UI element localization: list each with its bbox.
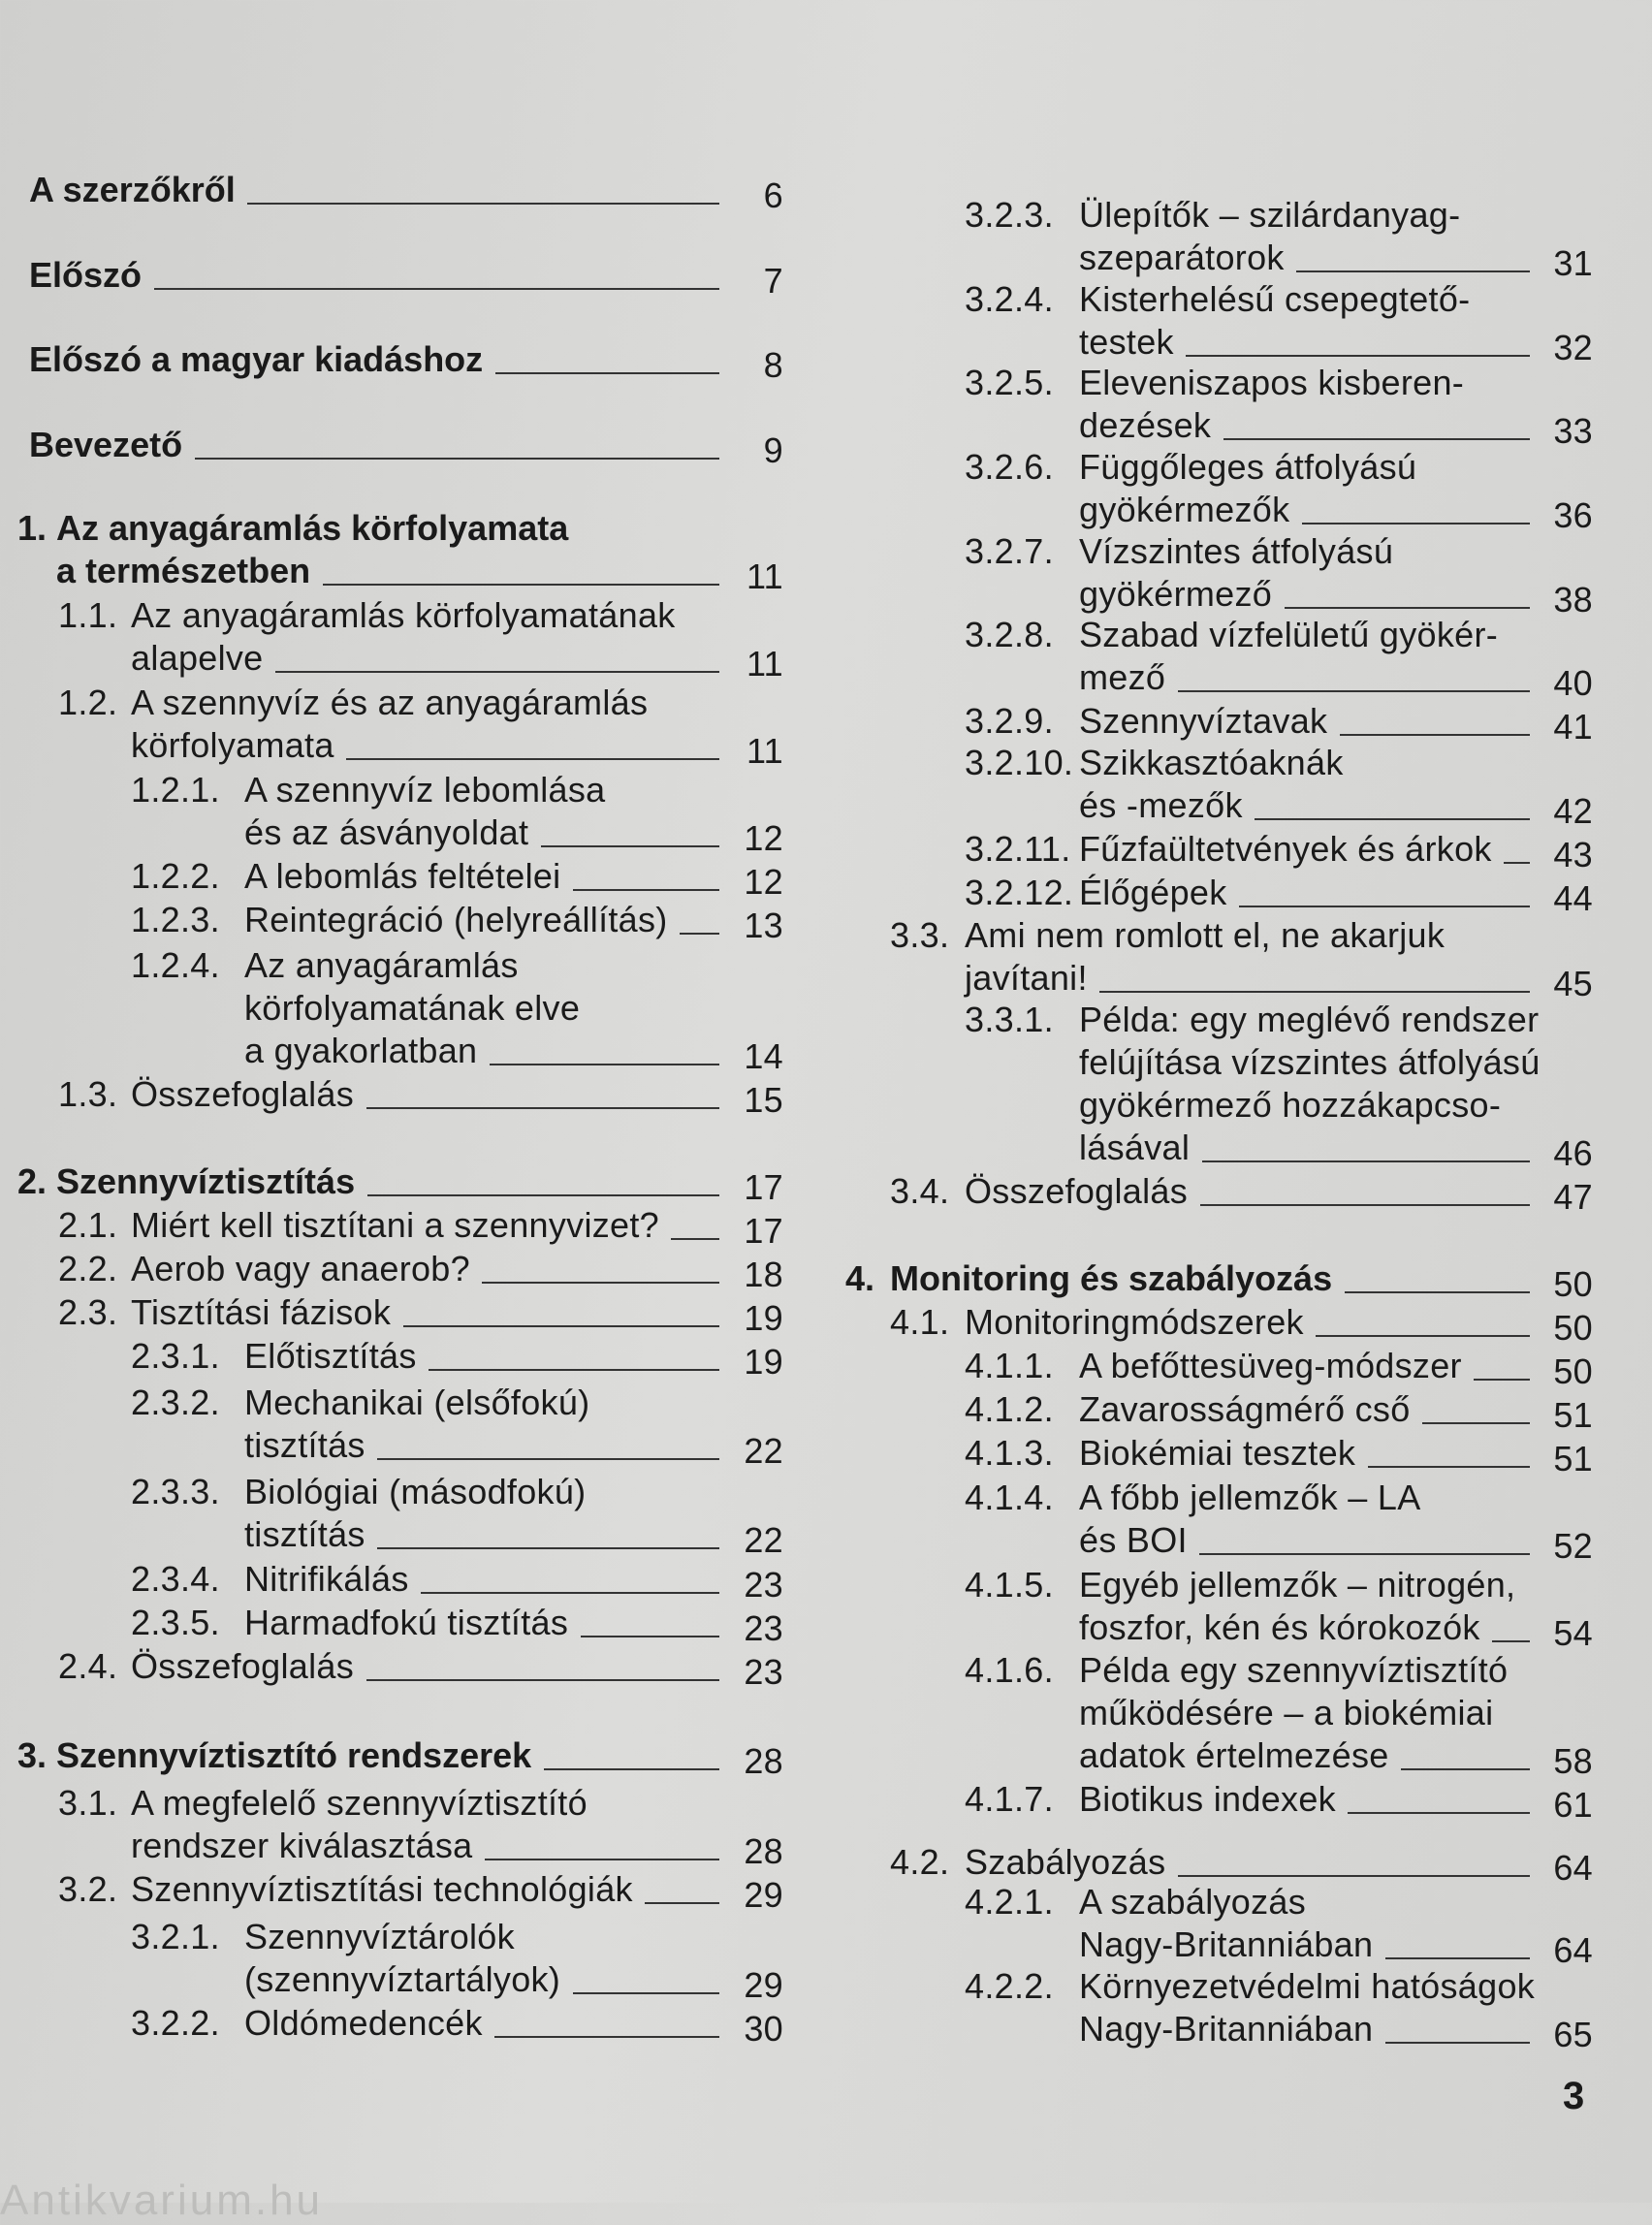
toc-page-number: 46 bbox=[1553, 1133, 1593, 1173]
toc-entry-title: Az anyagáramlás bbox=[244, 945, 519, 985]
toc-leader-line bbox=[247, 203, 719, 205]
toc-entry-title: Eleveniszapos kisberen- bbox=[1079, 363, 1465, 402]
toc-entry-number: 4.1.5. bbox=[965, 1565, 1054, 1605]
toc-entry-number: 2.3.1. bbox=[131, 1336, 220, 1376]
toc-leader-line bbox=[403, 1325, 719, 1327]
toc-entry-title: és BOI bbox=[1079, 1520, 1188, 1560]
toc-entry-title: Zavarosságmérő cső bbox=[1079, 1389, 1411, 1429]
toc-entry-title: Összefoglalás bbox=[965, 1171, 1189, 1211]
toc-entry-number: 4.2.1. bbox=[965, 1882, 1054, 1922]
toc-entry-title: és az ásványoldat bbox=[244, 812, 529, 852]
toc-entry-title: A szennyvíz lebomlása bbox=[244, 770, 606, 810]
toc-entry-number: 2. bbox=[17, 1161, 48, 1201]
toc-entry-title: gyökérmezők bbox=[1079, 490, 1290, 529]
toc-page-number: 50 bbox=[1553, 1351, 1593, 1391]
toc-entry-title: Példa egy szennyvíztisztító bbox=[1079, 1650, 1509, 1690]
toc-entry-number: 2.3.3. bbox=[131, 1472, 220, 1511]
toc-entry-number: 4. bbox=[845, 1258, 875, 1298]
toc-leader-line bbox=[377, 1458, 719, 1460]
toc-leader-line bbox=[1296, 270, 1530, 272]
toc-leader-line bbox=[377, 1547, 719, 1549]
toc-leader-line bbox=[541, 845, 719, 847]
toc-page-number: 13 bbox=[744, 906, 783, 945]
toc-leader-line bbox=[366, 1107, 719, 1109]
toc-entry-title: Miért kell tisztítani a szennyvizet? bbox=[131, 1205, 659, 1245]
toc-entry-number: 2.3.2. bbox=[131, 1383, 220, 1422]
toc-entry-number: 4.1.6. bbox=[965, 1650, 1054, 1690]
toc-entry-number: 2.1. bbox=[58, 1205, 118, 1245]
toc-leader-line bbox=[1200, 1204, 1530, 1206]
toc-leader-line bbox=[1474, 1379, 1530, 1381]
toc-entry-title: Szabad vízfelületű gyökér- bbox=[1079, 615, 1499, 654]
toc-entry-number: 1.2.1. bbox=[131, 770, 220, 810]
toc-page-number: 11 bbox=[747, 731, 783, 771]
toc-page-number: 64 bbox=[1553, 1848, 1593, 1888]
toc-entry-title: javítani! bbox=[965, 958, 1088, 998]
toc-leader-line bbox=[1178, 1875, 1530, 1877]
toc-entry-title: Előszó a magyar kiadáshoz bbox=[29, 339, 484, 379]
toc-entry-title: Monitoring és szabályozás bbox=[890, 1258, 1333, 1298]
toc-entry-title: adatok értelmezése bbox=[1079, 1735, 1389, 1775]
toc-entry-number: 2.3.4. bbox=[131, 1559, 220, 1599]
toc-page-number: 9 bbox=[763, 430, 783, 470]
toc-leader-line bbox=[1255, 818, 1530, 820]
toc-entry-title: felújítása vízszintes átfolyású bbox=[1079, 1042, 1541, 1082]
toc-page-number: 23 bbox=[744, 1608, 783, 1648]
toc-page-number: 14 bbox=[744, 1036, 783, 1076]
toc-page-number: 38 bbox=[1553, 580, 1593, 620]
toc-entry-number: 1.2. bbox=[58, 683, 118, 722]
toc-entry-title: Egyéb jellemzők – nitrogén, bbox=[1079, 1565, 1516, 1605]
toc-leader-line bbox=[1302, 523, 1530, 524]
toc-leader-line bbox=[573, 1992, 719, 1994]
toc-entry-number: 4.1.7. bbox=[965, 1779, 1054, 1819]
toc-leader-line bbox=[495, 372, 719, 374]
toc-entry-title: Tisztítási fázisok bbox=[131, 1292, 392, 1332]
toc-entry-number: 3.2.11. bbox=[965, 829, 1071, 869]
toc-leader-line bbox=[275, 671, 719, 673]
toc-leader-line bbox=[1223, 438, 1530, 440]
toc-entry-number: 1.2.4. bbox=[131, 945, 220, 985]
toc-leader-line bbox=[1285, 607, 1530, 609]
toc-entry-title: Biológiai (másodfokú) bbox=[244, 1472, 587, 1511]
toc-page-number: 8 bbox=[763, 345, 783, 385]
toc-leader-line bbox=[1316, 1335, 1530, 1337]
toc-entry-number: 3.3.1. bbox=[965, 1000, 1054, 1039]
toc-entry-title: Ülepítők – szilárdanyag- bbox=[1079, 195, 1461, 235]
toc-page-number: 36 bbox=[1553, 495, 1593, 535]
toc-page-number: 64 bbox=[1553, 1930, 1593, 1970]
toc-entry-number: 4.1.3. bbox=[965, 1433, 1054, 1473]
toc-entry-number: 1.2.3. bbox=[131, 900, 220, 939]
toc-entry-title: Vízszintes átfolyású bbox=[1079, 531, 1394, 571]
toc-page-number: 41 bbox=[1553, 707, 1593, 747]
toc-entry-title: rendszer kiválasztása bbox=[131, 1826, 473, 1865]
toc-page-number: 19 bbox=[744, 1342, 783, 1382]
toc-entry-number: 3.2.1. bbox=[131, 1917, 220, 1956]
toc-entry-title: Harmadfokú tisztítás bbox=[244, 1603, 569, 1642]
page-number: 3 bbox=[1563, 2075, 1585, 2117]
toc-leader-line bbox=[366, 1679, 719, 1681]
toc-entry-title: testek bbox=[1079, 322, 1174, 362]
toc-entry-title: A befőttesüveg-módszer bbox=[1079, 1346, 1462, 1385]
toc-entry-title: szeparátorok bbox=[1079, 238, 1285, 277]
toc-entry-number: 4.2. bbox=[890, 1842, 950, 1882]
toc-entry-number: 3.2.2. bbox=[131, 2003, 220, 2043]
toc-leader-line bbox=[485, 1859, 719, 1860]
toc-leader-line bbox=[154, 288, 719, 290]
toc-page-number: 47 bbox=[1553, 1177, 1593, 1217]
toc-entry-title: Oldómedencék bbox=[244, 2003, 483, 2043]
toc-entry-title: Nagy-Britanniában bbox=[1079, 1924, 1374, 1964]
toc-page-number: 17 bbox=[744, 1211, 783, 1251]
toc-entry-number: 1.2.2. bbox=[131, 856, 220, 896]
toc-page-number: 6 bbox=[763, 175, 783, 215]
toc-leader-line bbox=[1385, 1957, 1530, 1959]
toc-page-number: 11 bbox=[747, 556, 783, 596]
toc-entry-number: 3.2.9. bbox=[965, 701, 1054, 741]
toc-page-number: 44 bbox=[1553, 878, 1593, 918]
toc-entry-number: 4.2.2. bbox=[965, 1966, 1054, 2006]
toc-leader-line bbox=[645, 1902, 719, 1904]
toc-entry-title: Szennyvíztisztító rendszerek bbox=[56, 1735, 532, 1775]
toc-entry-number: 4.1.4. bbox=[965, 1478, 1054, 1517]
toc-entry-number: 4.1. bbox=[890, 1302, 950, 1342]
toc-entry-title: Szennyvíztisztítási technológiák bbox=[131, 1869, 633, 1909]
toc-leader-line bbox=[671, 1238, 719, 1240]
toc-entry-number: 3.2.6. bbox=[965, 447, 1054, 487]
toc-entry-number: 3.4. bbox=[890, 1171, 950, 1211]
toc-leader-line bbox=[1422, 1422, 1530, 1424]
toc-page-number: 29 bbox=[744, 1875, 783, 1915]
toc-entry-number: 3. bbox=[17, 1735, 48, 1775]
toc-page-number: 31 bbox=[1553, 243, 1593, 283]
toc-entry-title: Összefoglalás bbox=[131, 1646, 355, 1686]
toc-entry-title: Az anyagáramlás körfolyamatának bbox=[131, 595, 676, 635]
toc-page-number: 17 bbox=[744, 1167, 783, 1207]
toc-page-number: 50 bbox=[1553, 1308, 1593, 1348]
toc-entry-title: Biotikus indexek bbox=[1079, 1779, 1336, 1819]
toc-leader-line bbox=[1385, 2042, 1530, 2044]
toc-page-number: 50 bbox=[1553, 1264, 1593, 1304]
toc-left-column bbox=[0, 0, 805, 2203]
toc-entry-number: 3.2.4. bbox=[965, 279, 1054, 319]
toc-page-number: 40 bbox=[1553, 663, 1593, 703]
toc-page-number: 22 bbox=[744, 1520, 783, 1560]
toc-page-number: 42 bbox=[1553, 791, 1593, 831]
toc-entry-title: Bevezető bbox=[29, 425, 183, 464]
toc-entry-number: 3.2.8. bbox=[965, 615, 1054, 654]
toc-leader-line bbox=[544, 1768, 719, 1770]
toc-entry-number: 3.2.10. bbox=[965, 743, 1074, 782]
toc-entry-title: Élőgépek bbox=[1079, 873, 1227, 912]
toc-entry-title: Mechanikai (elsőfokú) bbox=[244, 1383, 590, 1422]
toc-entry-title: Előszó bbox=[29, 255, 143, 295]
toc-page-number: 65 bbox=[1553, 2015, 1593, 2054]
toc-entry-title: Kisterhelésű csepegtető- bbox=[1079, 279, 1471, 319]
toc-page-number: 45 bbox=[1553, 964, 1593, 1003]
toc-leader-line bbox=[1345, 1291, 1530, 1293]
toc-entry-title: Aerob vagy anaerob? bbox=[131, 1249, 470, 1288]
toc-leader-line bbox=[421, 1592, 719, 1594]
toc-entry-title: tisztítás bbox=[244, 1514, 365, 1554]
toc-page-number: 33 bbox=[1553, 411, 1593, 451]
toc-leader-line bbox=[680, 933, 719, 935]
toc-leader-line bbox=[581, 1636, 719, 1637]
toc-entry-title: Szennyvíztavak bbox=[1079, 701, 1328, 741]
toc-entry-number: 2.3.5. bbox=[131, 1603, 220, 1642]
toc-entry-title: Függőleges átfolyású bbox=[1079, 447, 1417, 487]
toc-page-number: 52 bbox=[1553, 1526, 1593, 1566]
toc-entry-title: körfolyamata bbox=[131, 725, 334, 765]
toc-entry-number: 2.4. bbox=[58, 1646, 118, 1686]
toc-entry-number: 3.2. bbox=[58, 1869, 118, 1909]
toc-page-number: 51 bbox=[1553, 1395, 1593, 1435]
toc-entry-title: működésére – a biokémiai bbox=[1079, 1693, 1494, 1732]
toc-entry-title: és -mezők bbox=[1079, 785, 1243, 825]
toc-page-number: 18 bbox=[744, 1255, 783, 1294]
toc-entry-title: A szabályozás bbox=[1079, 1882, 1307, 1922]
toc-page-number: 23 bbox=[744, 1652, 783, 1692]
toc-leader-line bbox=[1348, 1812, 1530, 1814]
toc-entry-number: 3.2.5. bbox=[965, 363, 1054, 402]
toc-entry-title: gyökérmező bbox=[1079, 574, 1273, 614]
toc-entry-title: Szikkasztóaknák bbox=[1079, 743, 1344, 782]
toc-page-number: 32 bbox=[1553, 328, 1593, 367]
toc-entry-title: foszfor, kén és kórokozók bbox=[1079, 1607, 1480, 1647]
toc-leader-line bbox=[346, 758, 719, 760]
toc-page-number: 23 bbox=[744, 1565, 783, 1605]
toc-leader-line bbox=[494, 2036, 719, 2038]
toc-page-number: 28 bbox=[744, 1831, 783, 1871]
toc-entry-number: 2.2. bbox=[58, 1249, 118, 1288]
toc-entry-number: 2.3. bbox=[58, 1292, 118, 1332]
toc-entry-number: 3.3. bbox=[890, 915, 950, 955]
toc-entry-title: gyökérmező hozzákapcso- bbox=[1079, 1085, 1502, 1125]
toc-leader-line bbox=[1239, 906, 1530, 907]
toc-entry-number: 4.1.1. bbox=[965, 1346, 1054, 1385]
toc-entry-title: Előtisztítás bbox=[244, 1336, 417, 1376]
toc-entry-title: Biokémiai tesztek bbox=[1079, 1433, 1356, 1473]
toc-entry-title: mező bbox=[1079, 657, 1166, 697]
toc-entry-title: A szerzőkről bbox=[29, 170, 236, 209]
toc-leader-line bbox=[1186, 355, 1530, 357]
toc-entry-title: dezések bbox=[1079, 405, 1212, 445]
toc-leader-line bbox=[1178, 690, 1530, 692]
toc-page-number: 22 bbox=[744, 1431, 783, 1471]
toc-entry-title: Az anyagáramlás körfolyamata bbox=[56, 508, 569, 548]
toc-entry-title: alapelve bbox=[131, 638, 264, 678]
toc-right-column bbox=[834, 0, 1652, 2203]
toc-entry-title: A főbb jellemzők – LA bbox=[1079, 1478, 1421, 1517]
toc-leader-line bbox=[429, 1369, 719, 1371]
toc-entry-title: Fűzfaültetvények és árkok bbox=[1079, 829, 1492, 869]
toc-page-number: 43 bbox=[1553, 835, 1593, 874]
toc-entry-title: Ami nem romlott el, ne akarjuk bbox=[965, 915, 1446, 955]
toc-leader-line bbox=[482, 1282, 719, 1284]
toc-entry-title: Szennyvíztisztítás bbox=[56, 1161, 356, 1201]
toc-entry-title: Szabályozás bbox=[965, 1842, 1166, 1882]
toc-page-number: 29 bbox=[744, 1965, 783, 2005]
toc-leader-line bbox=[195, 458, 719, 460]
toc-leader-line bbox=[573, 889, 719, 891]
toc-entry-title: Reintegráció (helyreállítás) bbox=[244, 900, 668, 939]
toc-page-number: 7 bbox=[763, 261, 783, 301]
toc-leader-line bbox=[1202, 1160, 1530, 1162]
toc-page-number: 19 bbox=[744, 1298, 783, 1338]
toc-entry-number: 3.2.3. bbox=[965, 195, 1054, 235]
toc-page-number: 12 bbox=[744, 818, 783, 858]
toc-leader-line bbox=[1099, 991, 1530, 993]
toc-page-number: 15 bbox=[744, 1080, 783, 1120]
toc-entry-title: Nitrifikálás bbox=[244, 1559, 409, 1599]
toc-leader-line bbox=[323, 584, 719, 586]
toc-leader-line bbox=[1368, 1466, 1530, 1468]
toc-entry-number: 3.1. bbox=[58, 1783, 118, 1823]
toc-entry-title: Monitoringmódszerek bbox=[965, 1302, 1304, 1342]
toc-leader-line bbox=[1340, 734, 1530, 736]
toc-leader-line bbox=[490, 1064, 719, 1065]
toc-entry-title: A lebomlás feltételei bbox=[244, 856, 561, 896]
toc-entry-number: 1. bbox=[17, 508, 48, 548]
toc-page-number: 12 bbox=[744, 862, 783, 902]
toc-entry-title: Összefoglalás bbox=[131, 1074, 355, 1114]
toc-page-number: 51 bbox=[1553, 1439, 1593, 1478]
toc-entry-title: lásával bbox=[1079, 1128, 1191, 1167]
toc-leader-line bbox=[1504, 862, 1530, 864]
toc-page-number: 61 bbox=[1553, 1785, 1593, 1825]
toc-entry-title: tisztítás bbox=[244, 1425, 365, 1465]
toc-page-number: 28 bbox=[744, 1741, 783, 1781]
toc-page-number: 30 bbox=[744, 2009, 783, 2049]
toc-entry-number: 3.2.12. bbox=[965, 873, 1074, 912]
toc-leader-line bbox=[367, 1194, 719, 1196]
toc-page-number: 54 bbox=[1553, 1613, 1593, 1653]
toc-entry-title: Nagy-Britanniában bbox=[1079, 2009, 1374, 2049]
toc-entry-title: a gyakorlatban bbox=[244, 1031, 478, 1070]
toc-page-number: 11 bbox=[747, 644, 783, 683]
toc-leader-line bbox=[1199, 1553, 1530, 1555]
toc-entry-title: A szennyvíz és az anyagáramlás bbox=[131, 683, 649, 722]
toc-leader-line bbox=[1492, 1640, 1530, 1642]
toc-entry-title: Példa: egy meglévő rendszer bbox=[1079, 1000, 1540, 1039]
toc-entry-title: (szennyvíztartályok) bbox=[244, 1959, 561, 1999]
toc-entry-title: körfolyamatának elve bbox=[244, 988, 581, 1028]
toc-entry-title: A megfelelő szennyvíztisztító bbox=[131, 1783, 588, 1823]
toc-entry-number: 3.2.7. bbox=[965, 531, 1054, 571]
watermark: Antikvarium.hu bbox=[0, 2177, 324, 2224]
toc-entry-number: 1.1. bbox=[58, 595, 118, 635]
toc-entry-title: Környezetvédelmi hatóságok bbox=[1079, 1966, 1536, 2006]
toc-entry-number: 1.3. bbox=[58, 1074, 118, 1114]
toc-entry-number: 4.1.2. bbox=[965, 1389, 1054, 1429]
toc-leader-line bbox=[1401, 1768, 1530, 1770]
toc-page-number: 58 bbox=[1553, 1741, 1593, 1781]
toc-entry-title: a természetben bbox=[56, 551, 311, 590]
toc-entry-title: Szennyvíztárolók bbox=[244, 1917, 515, 1956]
